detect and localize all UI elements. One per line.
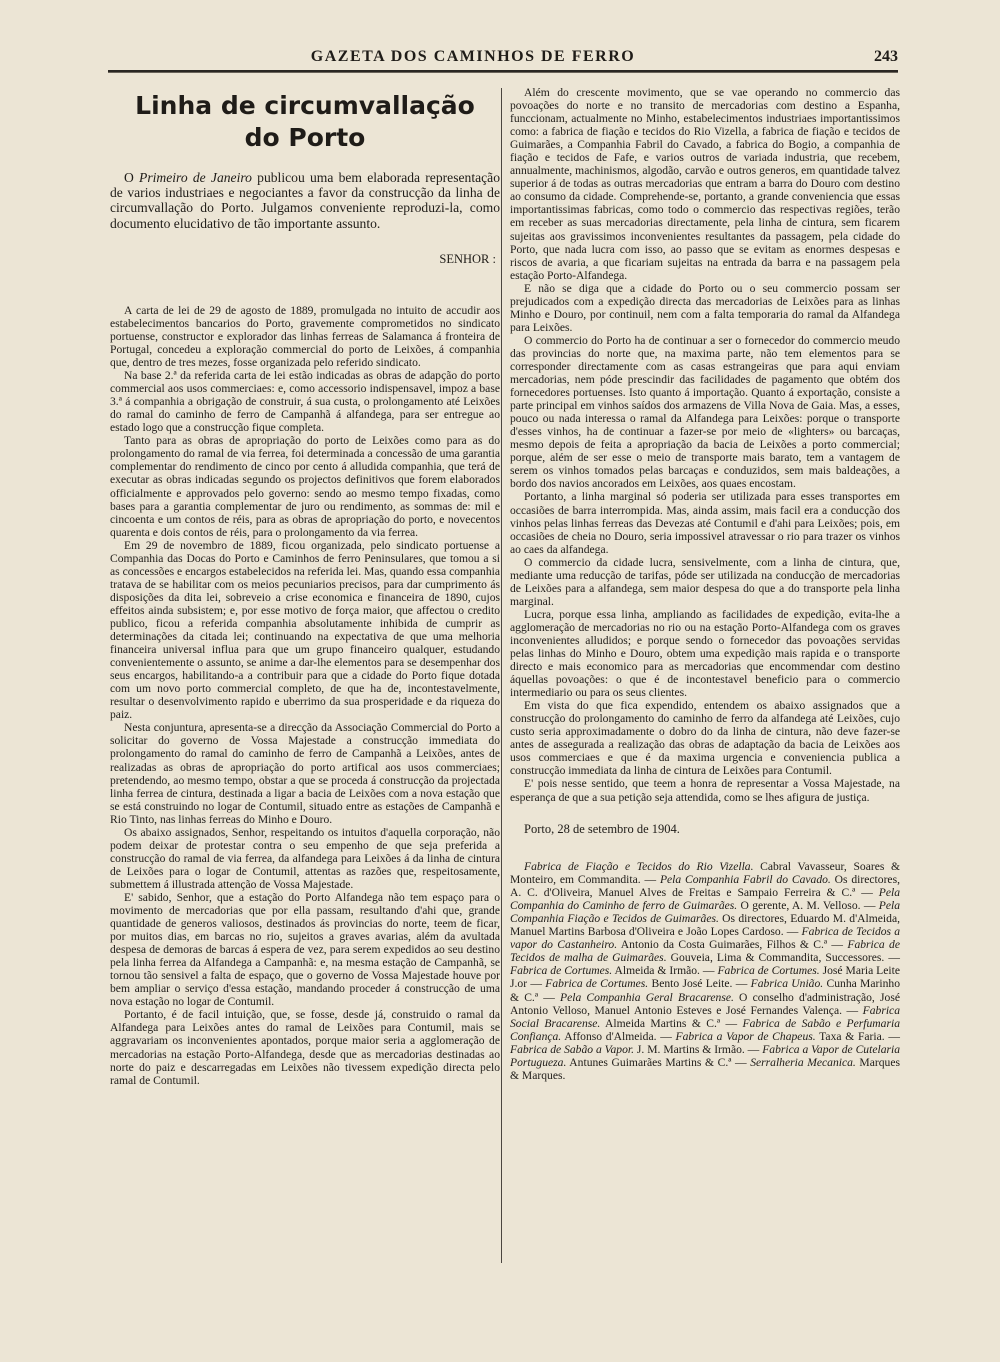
signatory-firm: Fabrica União. [750,977,824,991]
signatory-names: Cabral Vavasseur, Soares & Monteiro, em Commandita. — [510,859,900,886]
right-column [510,86,900,1082]
signatory-firm: Serralheria Mecanica. [750,1055,856,1069]
signatory-firm: Fabrica de Sabão a Vapor. [510,1042,634,1056]
signatory-names: Os directores, Eduardo M. d'Almeida, Manuel Martins Barbosa d'Oliveira e João Lopes Cardoso. — [510,911,900,939]
signatory-names: Almeida & Irmão. — [612,964,718,978]
left-column [110,86,500,1087]
signatory-names: O conselho d'administração, José Antonio Velloso, Manuel Antonio Esteves e José Fernandes Valença. — [510,990,900,1017]
left-body [110,304,500,1087]
signatory-names: J. M. Martins & Irmão. — [634,1042,763,1056]
title-line-1: Linha de circumvallação [135,91,475,120]
body-paragraph: Portanto, a linha marginal só poderia ser utilizada para esses transportes em occasiões de barra interrompida. Mas, ainda assim, mais facil era a conducção dos vinhos pelas linhas ferreas das Devezas até Contumil e d'ahi para Leixões; pois, em occasiões de cheia no Douro, seria impossivel atravessar o rio para trazer os vinhos ao caes da alfandega. [510,490,900,556]
signatory-firm: Pela Companhia Geral Bracarense. [560,990,734,1004]
running-head: GAZETA DOS CAMINHOS DE FERRO [310,48,636,65]
body-paragraph: O commercio da cidade lucra, sensivelmente, com a linha de cintura, que, mediante uma reducção de tarifas, póde ser utilizada na conducção de mercadorias de Leixões para a alfandega, sem maior despesa do que a do transporte pela linha marginal. [510,555,900,608]
intro-paragraph: O Primeiro de Janeiro publicou uma bem elaborada representação de varios industriaes e negociantes a favor da construcção da linha de circumvallação do Porto. Julgamos conveniente reproduzi-la, como documento elucidativo de tão importante assunto. [110,170,500,231]
right-body [510,86,900,804]
signatory-firm: Fabrica Social Bracarense. [510,1003,900,1030]
signatory-firm: Fabrica a Vapor de Chapeus. [675,1029,816,1043]
signatory-names: Almeida Martins & C.ª — [600,1016,743,1030]
body-paragraph: Em 29 de novembro de 1889, ficou organizada, pelo sindicato portuense a Companhia das Docas do Porto e Caminhos de ferro Peninsulares, que tomou a si as concessões e encargos estabelecidos na referida lei. Mas, quando essa companhia tratava de se habilitar com os meios pecuniarios precisos, para dar cumprimento ás disposições da dita lei, sobreveio a crise economica e financeira de 1890, cujos effeitos ainda subsistem; e, por esse motivo de força maior, que affectou o credito publico, ficou a referida companhia absolutamente inhibida de cumprir as determinações da citada lei; continuando na expectativa de que uma melhoria financeira universal influa para que um grupo financeiro qualquer, estudando convenientemente o assunto, se anime a dar-lhe elementos para se desempenhar dos seus encargos, habilitando-a a contribuir para que a cidade do Porto fique dotada com um novo porto commercial completo, de que ha de, incontestavelmente, resultar o desenvolvimento rapido e uberrimo da sua prosperidade e da riqueza do paiz. [110,538,500,722]
article-title [110,90,500,154]
article-intro [110,170,500,231]
signatory-firm: Fabrica de Sabão e Perfumaria Confiança. [510,1016,900,1043]
signatory-names: Gouveia, Lima & Commandita, Successores. — [666,951,900,965]
body-paragraph: Na base 2.ª da referida carta de lei estão indicadas as obras de adapção do porto commercial aos usos commerciaes: e, como accessorio indispensavel, impoz a base 3.ª á companhia a obrigação de construir, á sua custa, o prolongamento até Leixões do ramal do caminho de ferro de Campanhã á alfandega, para ser entregue ao estado logo que a construcção fique completa. [110,369,500,435]
body-paragraph: E não se diga que a cidade do Porto ou o seu commercio possam ser prejudicados com a expedição directa das mercadorias de Leixões para as linhas Minho e Douro, por continuil, nem com a falta temporaria do ramal da Alfandega para Leixões. [510,281,900,334]
signatory-names: Affonso d'Almeida. — [561,1029,676,1043]
body-paragraph: E' sabido, Senhor, que a estação do Porto Alfandega não tem espaço para o movimento de mercadorias que por ella passam, resultando d'ahi que, grande quantidade de generos valiosos, destinados ás provincias do norte, teem de ficar, por muitos dias, em barcas no rio, sujeitos a graves avarias, além da avultada despesa de demoras de barcas á espera de vez, para serem expedidos ao seu destino pela linha ferrea da Alfandega a Campanhã: e, na mesma estação de Campanhã, se tornou tão sensivel a falta de espaço, que o governo de Vossa Majestade houve por bem ampliar o serviço d'essa estação, mandando proceder á construcção de uma nova estação no logar de Contumil. [110,890,500,1009]
signatory-names: Cunha Marinho & C.ª — [510,977,900,1004]
body-paragraph: Nesta conjuntura, apresenta-se a direcção da Associação Commercial do Porto a solicitar do governo de Vossa Majestade a construcção immediata do prolongamento do ramal do caminho de ferro de Campanhã a Leixões, antes de realizadas as obras de apropriação do porto artifical aos usos commerciaes; pretendendo, ao mesmo tempo, obstar a que se proceda á construcção da projectada linha ferrea de cintura, destinada a ligar a bacia de Leixões com a nova estação que se está construindo no logar de Contumil, situado entre as estações de Campanhã e Rio Tinto, nas linhas ferreas do Minho e Douro. [110,721,500,826]
signatories [510,860,900,1083]
signatory-firm: Fabrica de Tecidos de malha de Guimarães. [510,938,900,965]
body-paragraph: A carta de lei de 29 de agosto de 1889, promulgada no intuito de accudir aos estabelecimentos bancarios do Porto, gravemente comprometidos no sindicato portuense, constructor e explorador das linhas ferreas de Salamanca á fronteira de Portugal, concedeu a exploração commercial do porto de Leixões, á companhia que, dentro de tres mezes, fosse organizada pelo referido sindicato. [110,303,500,370]
body-paragraph: Além do crescente movimento, que se vae operando no commercio das povoações do norte e no transito de mercadorias com destino a Espanha, funccionam, actualmente no Minho, estabelecimentos industriaes importantissimos como: a fabrica de fiação e tecidos do Rio Vizella, a fabrica de fiação e tecidos de Guimarães, a Companhia Fabril do Cavado, a fabrica do Bogio, a companhia de fiação e tecidos de Fafe, e varios outros de variada industria, que recebem, annualmente, machinismos, algodão, carvão e outros generos, em quantidade talvez superior á de todas as outras mercadorias que entram a barra do Douro com destino ao consumo da cidade. Comprehende-se, portanto, a grande conveniencia que essas importantissimas fabricas, como todo o commercio das respectivas regiões, terão em receber as suas mercadorias directamente, pela linha de cintura, sem ficarem sujeitas aos gravissimos inconvenientes resultantes da passagem, pela cidade do Porto, que nada lucra com isso, ao passo que se evitam as enormes despesas e riscos de avaria, a que ficariam sujeitas na entrada da barra e na passagem pela estação Porto-Alfandega. [510,86,900,282]
body-paragraph: Lucra, porque essa linha, ampliando as facilidades de expedição, evita-lhe a agglomeração de mercadorias no rio ou na estação Porto-Alfandega com os graves inconvenientes alludidos; e porque sendo o fornecedor das povoações servidas pelas linhas do Minho e Douro, obtem uma expedição mais rapida e o transporte directo e mais economico para as mercadorias que encommendar com destino áquellas povoações: o que é de incontestavel beneficio para o commercio intermediario ou para os seus clientes. [510,607,900,700]
signatory-names: José Maria Leite J.or — [510,964,900,991]
body-paragraph: Os abaixo assignados, Senhor, respeitando os intuitos d'aquella corporação, não podem deixar de protestar contra o seu empenho de que seja preferida a construcção do ramal de via ferrea, da alfandega para Leixões á da linha de cintura de Leixões para o logar de Contumil, attentas as razões que, respeitosamente, submettem á illustrada attenção de Vossa Majestade. [110,825,500,891]
signatory-names: Taxa & Faria. — [815,1029,900,1043]
signatory-firm: Pela Companhia Fabril do Cavado. [659,872,831,886]
signatory-names: Antunes Guimarães Martins & C.ª — [566,1055,751,1069]
signatory-names: Antonio da Costa Guimarães, Filhos & C.ª — [617,938,848,952]
page-header [108,48,898,72]
signatory-firm: Fabrica de Cortumes. [545,977,649,991]
page-number: 243 [874,48,898,65]
dateline: Porto, 28 de setembro de 1904. [524,821,680,836]
body-paragraph: O commercio do Porto ha de continuar a ser o fornecedor do commercio meudo das provincias do norte que, na maxima parte, não tem elementos para se corresponder directamente com as casas estrangeiras que para aqui enviam mercadorias, nem póde prescindir das facilidades de pagamento que obtém dos fornecedores portuenses. Isto quanto á importação. Quanto á exportação, consiste a parte principal em vinhos saídos dos armazens de Villa Nova de Gaia. Mas, a esses, pouco ou nada interessa o ramal da Alfandega para Leixões: porque o transporte d'esses vinhos, ha de continuar a fazer-se por meio de «lighters» ou barcaças, mesmo depois de feita a apropriação da bacia de Leixões a porto commercial; porque, além de ser esse o meio de transporte mais barato, tem a vantagem de serem os vinhos tomados pelas barcaças e conduzidos, sem mais baldeações, a bordo dos navios ancorados em Leixões, aos quaes encostam. [510,333,900,491]
signatory-firm: Pela Companhia do Caminho de ferro de Guimarães. [510,885,900,912]
header-rule [108,72,898,73]
signatory-names: Os directores, A. C. d'Oliveira, Manuel Alves de Freitas e Sampaio Ferreira & C.ª — [510,872,900,899]
signatory-firm: Fabrica de Fiação e Tecidos do Rio Vizella. [524,859,754,873]
signatory-firm: Pela Companhia Fiação e Tecidos de Guimarães. [510,898,900,925]
body-paragraph: Tanto para as obras de apropriação do porto de Leixões como para as do prolongamento do ramal de via ferrea, foi determinada a concessão de uma garantia complementar do rendimento de cinco por cento á alludida companhia, que terá de executar as obras indicadas segundo os projectos definitivos que forem elaborados officialmente e approvados pelo governo: sendo ao mesmo tempo fixadas, como bases para a garantia complementar de juro ou rendimento, as sommas de: mil e cincoenta e um contos de réis, para as obras de apropriação do porto, e novecentos quarenta e dois contos de réis, para o prolongamento da via ferrea. [110,434,500,539]
body-paragraph: E' pois nesse sentido, que teem a honra de representar a Vossa Majestade, na esperança de que a sua petição seja attendida, como se lhes afigura de justiça. [510,777,900,804]
signatory-firm: Fabrica de Tecidos a vapor do Castanheiro. [510,925,900,952]
body-paragraph: Em vista do que fica expendido, entendem os abaixo assignados que a construcção do prolongamento do caminho de ferro da alfandega até Leixões, cujo custo seria approximadamente o dobro do da linha de cintura, não deve fazer-se antes de assegurada a realização das obras de adaptação da bacia de Leixões aos usos commerciaes e que é da maxima urgencia e conveniencia publica a construcção immediata da linha de cintura de Leixões para Contumil. [510,699,900,778]
signatory-names: Bento José Leite. — [648,977,751,991]
body-paragraph: Portanto, é de facil intuição, que, se fosse, desde já, construido o ramal da Alfandega para Leixões antes do ramal de Leixões para Contumil, mais se aggravariam os inconvenientes apontados, porque maior seria a agglomeração de mercadorias na estação Porto-Alfandega, desde que as mercadorias destinadas ao norte do paiz e descarregadas em Leixões não tivessem expedição directa pelo ramal de Contumil. [110,1008,500,1087]
signatory-firm: Fabrica a Vapor de Cutelaria Portugueza. [510,1042,901,1069]
signatory-names: Marques & Marques. [510,1055,900,1083]
signatory-firm: Fabrica de Cortumes. [510,964,613,978]
signatory-firm: Fabrica de Cortumes. [717,964,820,978]
signatory-names: O gerente, A. M. Velloso. — [737,898,879,912]
title-line-2: do Porto [244,123,366,152]
salutation: SENHOR : [439,251,496,266]
column-divider [501,88,502,1263]
newspaper-name: Primeiro de Janeiro [139,170,252,185]
